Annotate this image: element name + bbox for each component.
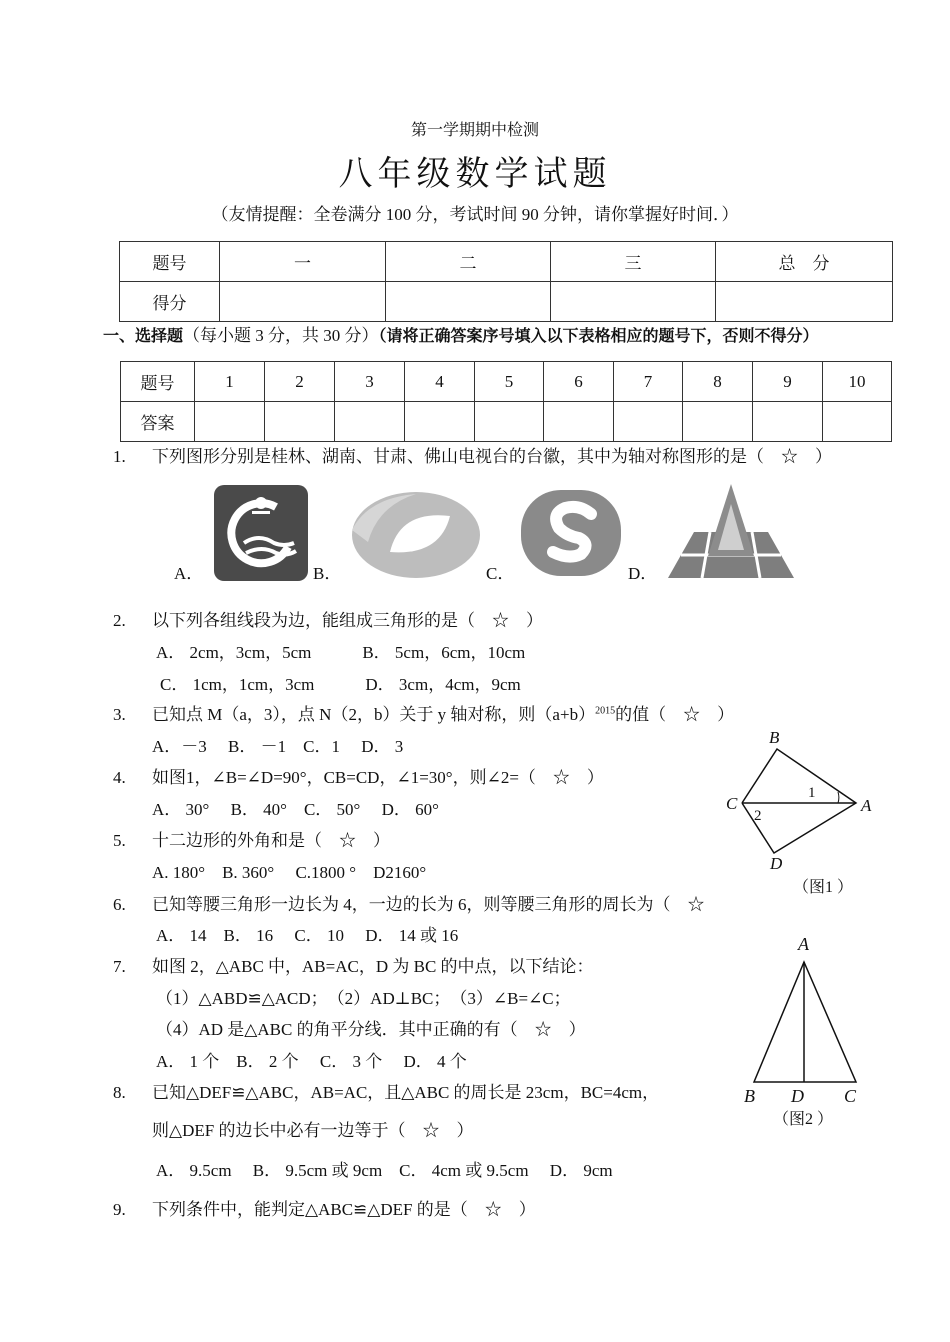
score-cell[interactable] xyxy=(551,282,716,322)
question-number: 1. xyxy=(113,447,126,466)
guilin-logo-image xyxy=(214,485,308,581)
answer-row-label: 答案 xyxy=(121,402,195,442)
figure1-label-a: A xyxy=(861,796,872,815)
option-d-label: D． xyxy=(628,564,658,583)
answer-cell[interactable] xyxy=(265,402,335,442)
answer-cell[interactable] xyxy=(335,402,405,442)
question-number: 6. xyxy=(113,895,126,914)
answer-header: 7 xyxy=(614,362,683,402)
question-text xyxy=(152,706,734,723)
exponent: 2015 xyxy=(595,705,616,717)
question-options: A． 9.5cm B． 9.5cm 或 9cm C． 4cm 或 9.5cm D． 9cm xyxy=(156,1161,613,1180)
exam-subtitle: 第一学期期中检测 xyxy=(410,122,539,139)
question-text: 如图1，∠B=∠D=90°，CB=CD，∠1=30°，则∠2=（ ☆ ） xyxy=(152,768,604,787)
question-text: 已知△DEF≌△ABC，AB=AC，且△ABC 的周长是 23cm，BC=4cm， xyxy=(152,1083,660,1102)
answer-cell[interactable] xyxy=(683,402,753,442)
answer-header: 8 xyxy=(683,362,753,402)
answer-table xyxy=(120,361,892,442)
score-header-total: 总 分 xyxy=(716,242,893,282)
score-row-label: 得分 xyxy=(120,282,220,322)
question-options: A． 2cm，3cm，5cm B． 5cm，6cm，10cm xyxy=(156,643,526,662)
question-options: A．－3 B． －1 C．1 D． 3 xyxy=(152,737,404,756)
figure1-angle1: 1 xyxy=(808,785,816,801)
score-header-part2: 二 xyxy=(386,242,551,282)
score-cell[interactable] xyxy=(220,282,386,322)
question-options: A． 14 B． 16 C． 10 D． 14 或 16 xyxy=(156,926,459,945)
figure2-caption: （图2 ） xyxy=(773,1111,834,1128)
question-text-part: 已知点 M（a，3），点 N（2，b）关于 y 轴对称，则（a+b） xyxy=(152,705,596,724)
figure1-label-d: D xyxy=(770,854,783,873)
question-options: A． 1 个 B． 2 个 C． 3 个 D． 4 个 xyxy=(156,1052,467,1071)
answer-header: 1 xyxy=(195,362,265,402)
question-number: 8. xyxy=(113,1083,126,1102)
section-instruction: （请将正确答案序号填入以下表格相应的题号下，否则不得分） xyxy=(378,326,819,345)
answer-header: 10 xyxy=(823,362,892,402)
figure2-label-b: B xyxy=(744,1086,755,1106)
answer-cell[interactable] xyxy=(823,402,892,442)
question-text: 如图 2，△ABC 中，AB=AC，D 为 BC 的中点，以下结论： xyxy=(152,957,594,976)
answer-header: 6 xyxy=(544,362,614,402)
figure1-caption: （图1 ） xyxy=(793,879,854,896)
figure2-label-c: C xyxy=(844,1086,857,1106)
option-b-label: B． xyxy=(313,564,342,583)
figure1-diagram xyxy=(722,725,882,875)
score-header-number: 题号 xyxy=(120,242,220,282)
section-heading xyxy=(103,327,819,344)
figure1-angle2: 2 xyxy=(754,808,762,824)
question-statement: （1）△ABD≌△ACD； （2）AD⊥BC； （3）∠B=∠C； xyxy=(156,989,571,1008)
score-table xyxy=(119,241,893,322)
answer-cell[interactable] xyxy=(614,402,683,442)
figure2-label-a: A xyxy=(798,934,809,954)
score-header-part1: 一 xyxy=(220,242,386,282)
answer-header: 3 xyxy=(335,362,405,402)
question-number: 3. xyxy=(113,705,126,724)
question-number: 9. xyxy=(113,1200,126,1219)
score-header-part3: 三 xyxy=(551,242,716,282)
question-text: 十二边形的外角和是（ ☆ ） xyxy=(152,831,390,850)
question-options: C． 1cm，1cm，3cm D． 3cm，4cm，9cm xyxy=(160,675,521,694)
hunan-logo-image xyxy=(348,490,482,580)
answer-header: 5 xyxy=(475,362,544,402)
answer-header: 4 xyxy=(405,362,475,402)
answer-cell[interactable] xyxy=(195,402,265,442)
question-options: A． 30° B． 40° C． 50° D． 60° xyxy=(152,800,439,819)
answer-cell[interactable] xyxy=(544,402,614,442)
answer-header: 2 xyxy=(265,362,335,402)
gansu-logo-image xyxy=(521,490,621,576)
question-text: 下列条件中，能判定△ABC≌△DEF 的是（ ☆ ） xyxy=(152,1200,536,1219)
answer-cell[interactable] xyxy=(753,402,823,442)
question-statement: （4）AD 是△ABC 的角平分线．其中正确的有（ ☆ ） xyxy=(156,1020,586,1039)
section-title: 一、选择题 xyxy=(103,326,184,345)
question-text: 则△DEF 的边长中必有一边等于（ ☆ ） xyxy=(152,1121,474,1140)
question-text: 下列图形分别是桂林、湖南、甘肃、佛山电视台的台徽，其中为轴对称图形的是（ ☆ ） xyxy=(152,447,832,466)
question-options: A. 180° B. 360° C.1800 ° D2160° xyxy=(152,863,427,882)
score-cell[interactable] xyxy=(386,282,551,322)
section-note: （每小题 3 分，共 30 分） xyxy=(183,326,379,345)
option-c-label: C． xyxy=(486,564,515,583)
score-cell[interactable] xyxy=(716,282,893,322)
exam-title: 八年级数学试题 xyxy=(338,154,612,194)
answer-cell[interactable] xyxy=(405,402,475,442)
question-number: 4. xyxy=(113,768,126,787)
question-text: 已知等腰三角形一边长为 4，一边的长为 6，则等腰三角形的周长为（ ☆ xyxy=(152,895,705,914)
figure1-label-c: C xyxy=(726,794,738,813)
option-a-label: A． xyxy=(174,564,204,583)
question-text: 以下列各组线段为边，能组成三角形的是（ ☆ ） xyxy=(152,611,543,630)
answer-header: 9 xyxy=(753,362,823,402)
question-text-part: 的值（ ☆ ） xyxy=(615,705,735,724)
question-number: 2. xyxy=(113,611,126,630)
answer-cell[interactable] xyxy=(475,402,544,442)
question-number: 7. xyxy=(113,957,126,976)
question-number: 5. xyxy=(113,831,126,850)
figure1-label-b: B xyxy=(769,728,780,747)
foshan-logo-image xyxy=(666,482,796,582)
answer-header-number: 题号 xyxy=(121,362,195,402)
reminder-note: （友情提醒：全卷满分 100 分，考试时间 90 分钟，请你掌握好时间．） xyxy=(211,205,739,224)
figure2-diagram xyxy=(740,932,870,1107)
figure2-label-d: D xyxy=(791,1086,804,1106)
